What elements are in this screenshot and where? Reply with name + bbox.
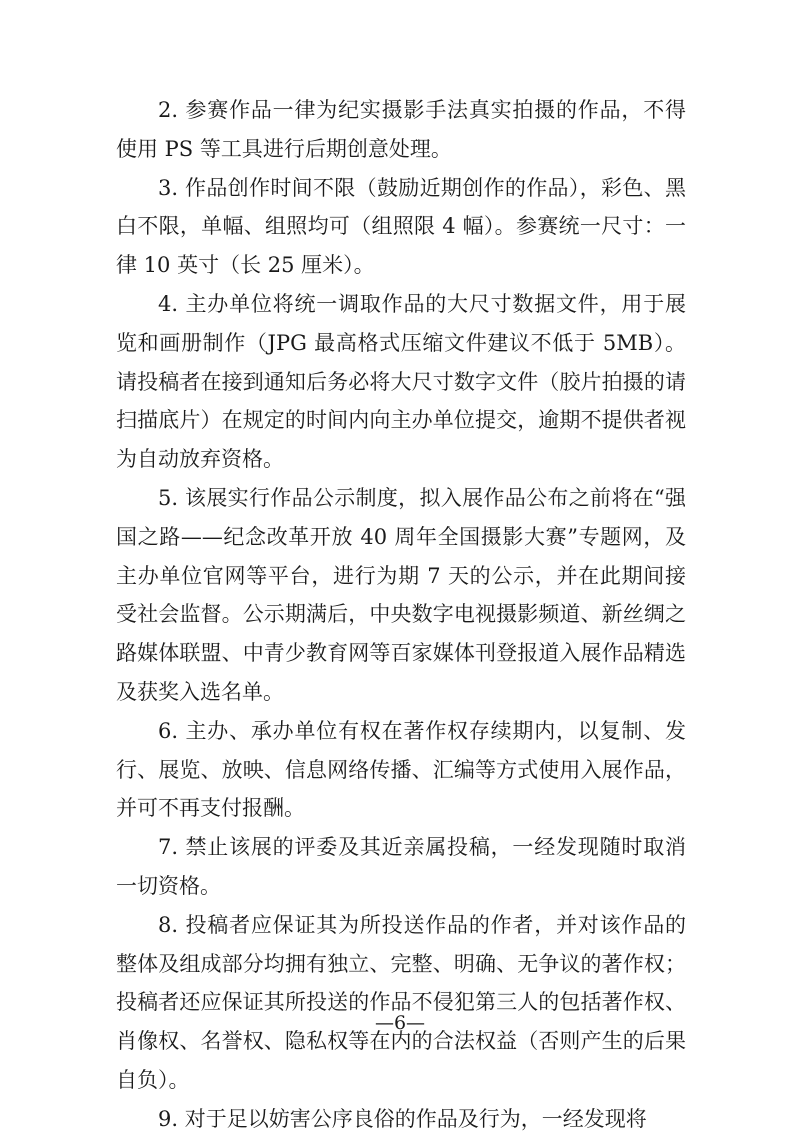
paragraph-item-4: 4. 主办单位将统一调取作品的大尺寸数据文件，用于展览和画册制作（JPG 最高格式压缩文件建议不低于 5MB）。请投稿者在接到通知后务必将大尺寸数字文件（胶片拍摄的请扫描底片）在规定的时间内向主办单位提交，逾期不提供者视为自动放弃资格。 <box>116 291 686 472</box>
paragraph-item-2: 2. 参赛作品一律为纪实摄影手法真实拍摄的作品，不得使用 PS 等工具进行后期创意处理。 <box>116 98 686 161</box>
paragraph-item-3: 3. 作品创作时间不限（鼓励近期创作的作品），彩色、黑白不限，单幅、组照均可（组照限 4 幅）。参赛统一尺寸：一律 10 英寸（长 25 厘米）。 <box>116 175 686 278</box>
paragraph-item-6: 6. 主办、承办单位有权在著作权存续期内，以复制、发行、展览、放映、信息网络传播、汇编等方式使用入展作品，并可不再支付报酬。 <box>116 718 686 821</box>
page-number: —6— <box>374 1012 426 1034</box>
paragraph-item-8: 8. 投稿者应保证其为所投送作品的作者，并对该作品的整体及组成部分均拥有独立、完整、明确、无争议的著作权；投稿者还应保证其所投送的作品不侵犯第三人的包括著作权、肖像权、名誉权、隐私权等在内的合法权益（否则产生的后果自负）。 <box>116 912 686 1092</box>
body-text <box>116 91 686 1139</box>
paragraph-item-7: 7. 禁止该展的评委及其近亲属投稿，一经发现随时取消一切资格。 <box>116 835 686 898</box>
paragraph-item-5: 5. 该展实行作品公示制度，拟入展作品公布之前将在“强国之路——纪念改革开放 40 周年全国摄影大赛”专题网，及主办单位官网等平台，进行为期 7 天的公示，并在此期间接受社会监督。公示期满后，中央数字电视摄影频道、新丝绸之路媒体联盟、中青少教育网等百家媒体刊登报道入展作品精选及获奖入选名单。 <box>116 485 686 704</box>
paragraph-item-9: 9. 对于足以妨害公序良俗的作品及行为，一经发现将 <box>158 1106 647 1131</box>
